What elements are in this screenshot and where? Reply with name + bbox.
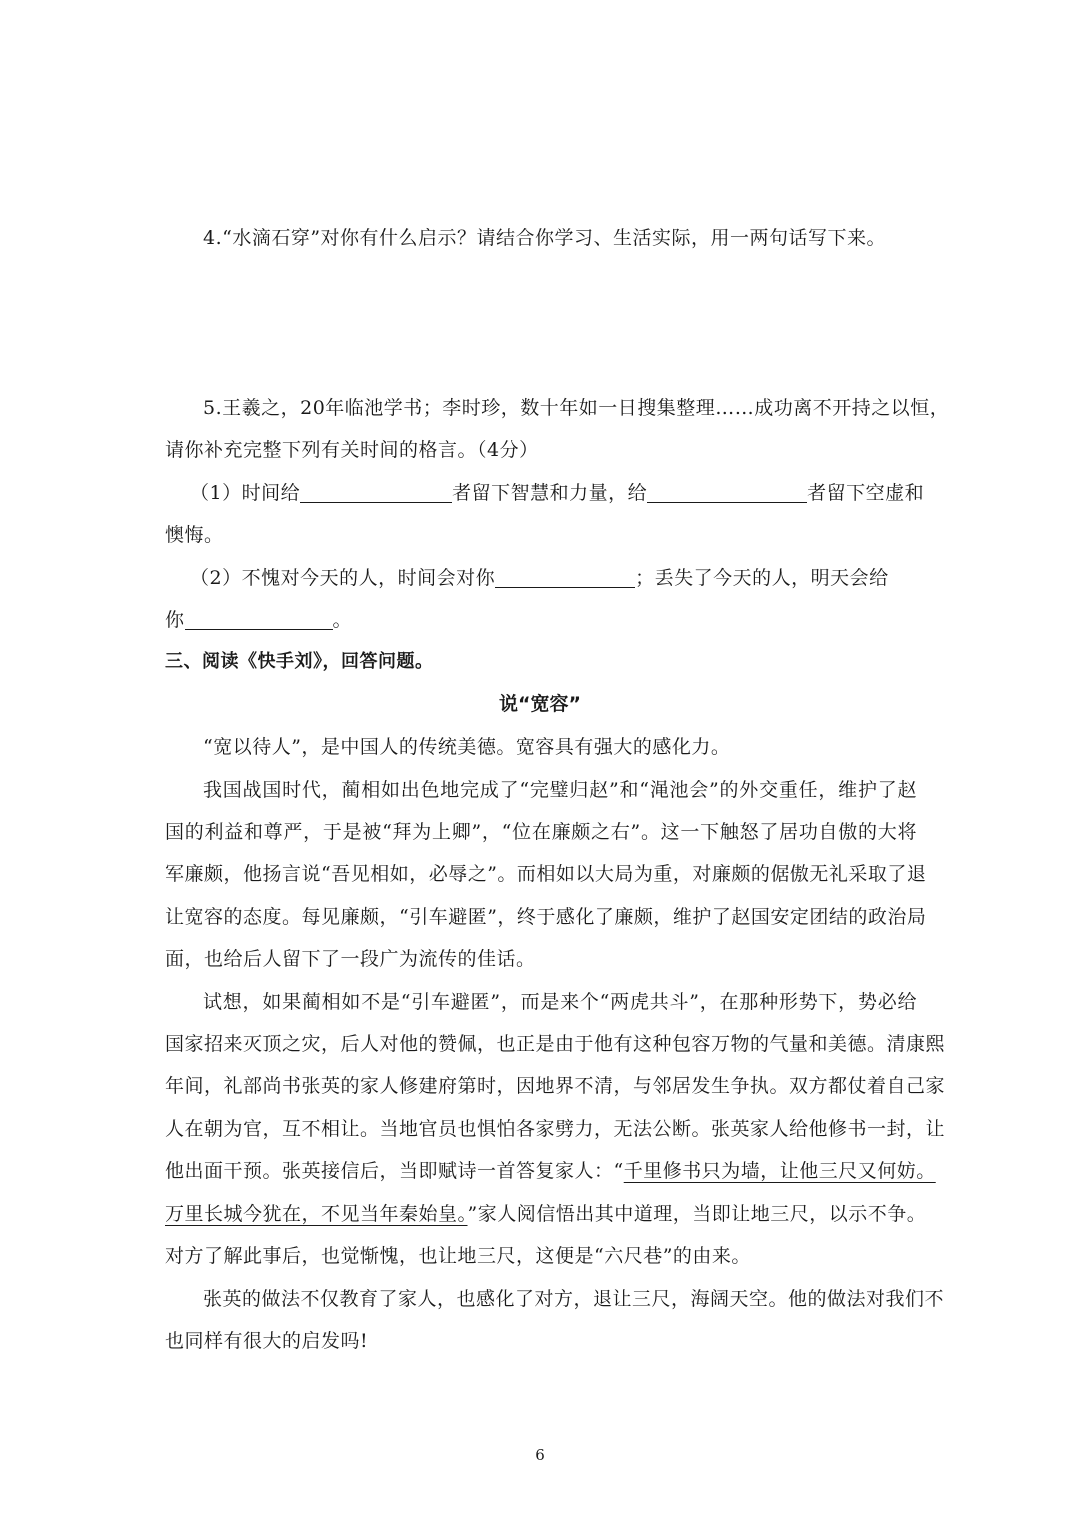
answer-blank-1[interactable] (300, 482, 452, 503)
section-3-heading: 三、阅读《快手刘》，回答问题。 (165, 651, 434, 672)
paragraph-3-line-1: 试想，如果蔺相如不是“引车避匿”，而是来个“两虎共斗”，在那种形势下，势必给 (203, 991, 917, 1013)
paragraph-4-line-1: 张英的做法不仅教育了家人，也感化了对方，退让三尺，海阔天空。他的做法对我们不 (203, 1288, 945, 1310)
paragraph-3-line-6: 万里长城今犹在，不见当年秦始皇。”家人阅信悟出其中道理，当即让地三尺，以示不争。 (165, 1203, 927, 1225)
paragraph-2-line-2: 国的利益和尊严，于是被“拜为上卿”，“位在廉颇之右”。这一下触怒了居功自傲的大将 (165, 821, 917, 843)
paragraph-2-line-3: 军廉颇，他扬言说“吾见相如，必辱之”。而相如以大局为重，对廉颇的倨傲无礼采取了退 (165, 863, 927, 885)
question-5-item-2: （2）不愧对今天的人，时间会对你 ；丢失了今天的人，明天会给 (190, 567, 889, 589)
article-title: 说“宽容” (499, 693, 581, 715)
paragraph-2-line-1: 我国战国时代，蔺相如出色地完成了“完璧归赵”和“渑池会”的外交重任，维护了赵 (203, 779, 917, 801)
answer-blank-2[interactable] (647, 482, 807, 503)
page-number: 6 (535, 1446, 545, 1464)
paragraph-3-line-7: 对方了解此事后，也觉惭愧，也让地三尺，这便是“六尺巷”的由来。 (165, 1245, 751, 1267)
question-5-intro-line-2: 请你补充完整下列有关时间的格言。（4分） (165, 439, 539, 461)
paragraph-1: “宽以待人”，是中国人的传统美德。宽容具有强大的感化力。 (203, 736, 731, 758)
question-4 (203, 224, 903, 252)
paragraph-3-line-3: 年间，礼部尚书张英的家人修建府第时，因地界不清，与邻居发生争执。双方都仗着自己家 (165, 1075, 946, 1097)
question-5-item-2-line-2: 你 。 (165, 609, 353, 631)
paragraph-3-line-4: 人在朝为官，互不相让。当地官员也惧怕各家劈力，无法公断。张英家人给他修书一封，让 (165, 1118, 946, 1140)
paragraph-2-line-4: 让宽容的态度。每见廉颇，“引车避匿”，终于感化了廉颇，维护了赵国安定团结的政治局 (165, 906, 927, 928)
paragraph-2-line-5: 面，也给后人留下了一段广为流传的佳话。 (165, 948, 536, 970)
question-5-item-1: （1）时间给 者留下智慧和力量，给 者留下空虚和 (190, 482, 925, 504)
paragraph-4-line-2: 也同样有很大的启发吗! (165, 1330, 369, 1352)
question-5-intro-line-1: 5.王羲之，20年临池学书；李时珍，数十年如一日搜集整理……成功离不开持之以恒， (203, 397, 950, 419)
underlined-poem-line-2: 万里长城今犹在，不见当年秦始皇。 (165, 1203, 468, 1225)
paragraph-3-line-5: 他出面干预。张英接信后，当即赋诗一首答复家人：“千里修书只为墙，让他三尺又何妨。 (165, 1160, 936, 1182)
question-4-text: 4.“水滴石穿”对你有什么启示？请结合你学习、生活实际，用一两句话写下来。 (203, 227, 887, 249)
underlined-poem-line-1: 千里修书只为墙，让他三尺又何妨。 (623, 1160, 936, 1182)
question-5-item-1-line-2: 懊悔。 (165, 524, 224, 546)
answer-blank-3[interactable] (495, 567, 635, 588)
answer-blank-4[interactable] (185, 609, 333, 630)
paragraph-3-line-2: 国家招来灭顶之灾，后人对他的赞佩，也正是由于他有这种包容万物的气量和美德。清康熙 (165, 1033, 946, 1055)
